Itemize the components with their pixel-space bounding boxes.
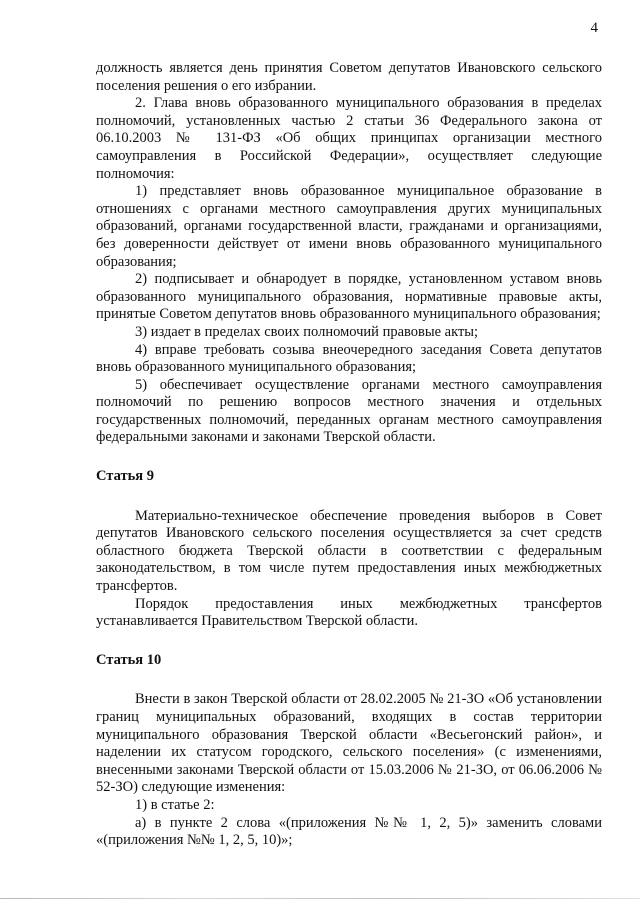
article-9-paragraph-1: Материально-техническое обеспечение проведения выборов в Совет депутатов Ивановского сельского поселения осуществляется за счет средств областного бюджета Тверской области в соответствии с федеральным законодательством, в том числе путем предоставления иных межбюджетных трансфертов. (96, 507, 602, 595)
page-number: 4 (590, 20, 598, 36)
article-10-paragraph-2: 1) в статье 2: (135, 796, 215, 813)
paragraph-item-2: 2. Глава вновь образованного муниципального образования в пределах полномочий, установленных частью 2 статьи 36 Федерального закона от 06.10.2003 № 131-ФЗ «Об общих принципах организации местного самоуправления в Российской Федерации», осуществляет следующие полномочия: (96, 95, 602, 182)
paragraph-subitem-2: 2) подписывает и обнародует в порядке, установленном уставом вновь образованного муниципального образования, нормативные правовые акты, принятые Советом депутатов вновь образованного муниципального образования; (96, 271, 602, 323)
paragraph-subitem-5: 5) обеспечивает осуществление органами местного самоуправления полномочий по решению вопросов местного значения и отдельных государственных полномочий, переданных органам местного самоуправления федеральными законами и законами Тверской области. (96, 376, 602, 446)
paragraph-subitem-1: 1) представляет вновь образованное муниципальное образование в отношениях с органами местного самоуправления других муниципальных образований, органами государственной власти, гражданами и организациями, без доверенности действует от имени вновь образованного муниципального образования; (96, 183, 602, 270)
article-10-paragraph-1: Внести в закон Тверской области от 28.02.2005 № 21-ЗО «Об установлении границ муниципальных образований, входящих в состав территории муниципального образования Тверской области «Весьегонский район», и наделении их статусом городского, сельского поселения» (с изменениями, внесенными законами Тверской области от 15.03.2006 № 21-ЗО, от 06.06.2006 № 52-ЗО) следующие изменения: (96, 691, 602, 796)
article-9-paragraph-2: Порядок предоставления иных межбюджетных трансфертов устанавливается Правительством Тверской области. (96, 595, 602, 630)
paragraph-subitem-4: 4) вправе требовать созыва внеочередного заседания Совета депутатов вновь образованного муниципального образования; (96, 341, 602, 376)
article-10-paragraph-3: а) в пункте 2 слова «(приложения №№ 1, 2, 5)» заменить словами «(приложения №№ 1, 2, 5, 10)»; (96, 814, 602, 849)
article-9-heading: Статья 9 (96, 468, 154, 485)
scan-bottom-edge (0, 898, 640, 899)
paragraph-continuation: должность является день принятия Советом депутатов Ивановского сельского поселения решения о его избрании. (96, 60, 602, 94)
paragraph-subitem-3: 3) издает в пределах своих полномочий правовые акты; (135, 323, 479, 340)
article-10-heading: Статья 10 (96, 651, 162, 668)
document-body (96, 60, 602, 850)
